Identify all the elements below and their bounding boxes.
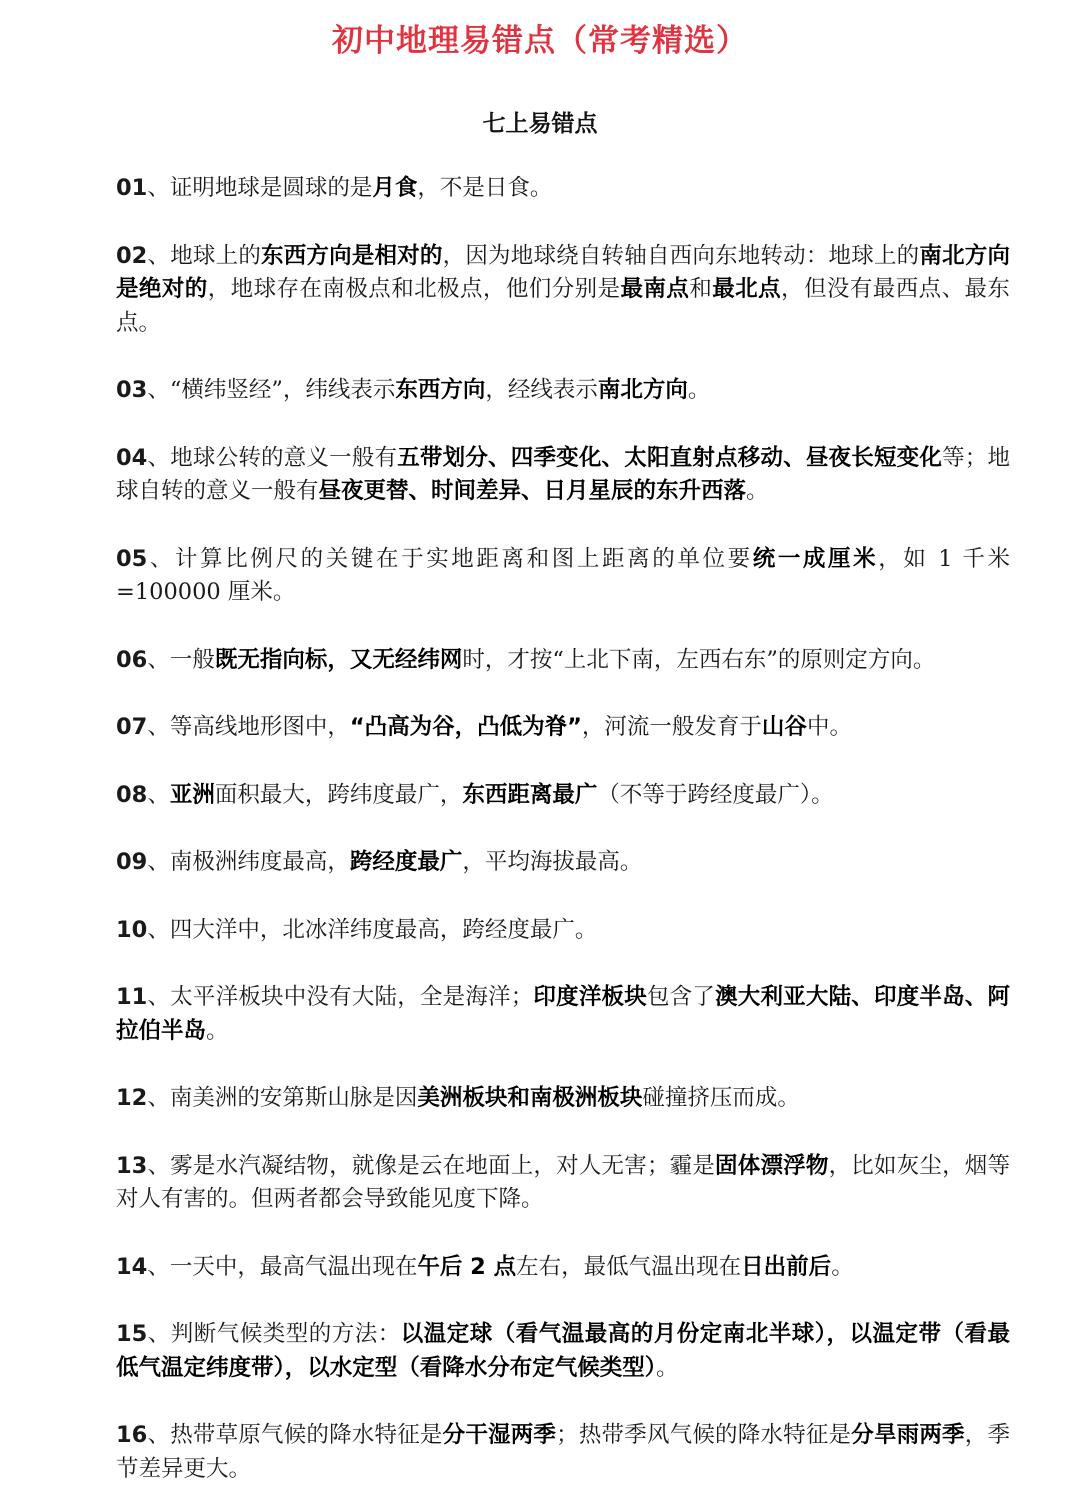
emphasis-text: 南北方向是绝对的 (116, 242, 1010, 302)
item-text: 、地球上的 (147, 242, 262, 269)
list-item (116, 172, 1010, 206)
emphasis-text: 统一成厘米 (752, 545, 879, 572)
item-text: （不等于跨经度最广）。 (597, 781, 834, 808)
item-text: 中。 (806, 714, 852, 740)
item-list (116, 172, 1010, 1486)
list-item (116, 779, 1010, 813)
item-text: 、证明地球是圆球的是 (147, 175, 373, 201)
list-item (116, 543, 1010, 610)
emphasis-text: 五带划分、四季变化、太阳直射点移动、昼夜长短变化 (397, 444, 943, 471)
list-item (116, 1251, 1010, 1285)
item-number: 12 (116, 1085, 148, 1111)
item-text: 、计算比例尺的关键在于实地距离和图上距离的单位要 (147, 545, 753, 572)
item-text: ，河流一般发育于 (581, 714, 762, 740)
item-text: 面积最大，跨纬度最广， (214, 781, 463, 808)
item-text: 。 (206, 1017, 229, 1044)
emphasis-text: 午后 2 点 (417, 1253, 517, 1280)
emphasis-text: 美洲板块和南极洲板块 (417, 1085, 643, 1111)
list-item (116, 240, 1010, 341)
emphasis-text: 既无指向标，又无经纬网 (214, 646, 463, 673)
item-text: 、一天中，最高气温出现在 (147, 1253, 418, 1280)
emphasis-text: 跨经度最广 (349, 849, 463, 875)
section-heading: 七上易错点 (482, 111, 598, 137)
item-text: ，因为地球绕自转轴自西向东地转动：地球上的 (442, 242, 920, 269)
item-text: 、南极洲纬度最高， (147, 849, 350, 875)
list-item (116, 644, 1010, 678)
item-text: ，比如灰尘，烟等对人有害的。但两者都会导致能见度下降。 (116, 1152, 1010, 1212)
item-text: ；热带季风气候的降水特征是 (556, 1422, 852, 1448)
item-text: 、一般 (147, 646, 215, 673)
emphasis-text: 以温定球（看气温最高的月份定南北半球），以温定带（看最低气温定纬度带），以水定型（看降水分布定气候类型） (116, 1321, 1010, 1381)
item-text: ，平均海拔最高。 (462, 849, 643, 875)
item-text: 、热带草原气候的降水特征是 (147, 1422, 443, 1448)
item-text: 、雾是水汽凝结物，就像是云在地面上，对人无害；霾是 (147, 1152, 716, 1179)
item-text: 、地球公转的意义一般有 (147, 444, 398, 471)
list-item (116, 1419, 1010, 1486)
emphasis-text: 印度洋板块 (533, 984, 647, 1010)
item-text: 时，才按“上北下南，左西右东”的原则定方向。 (462, 646, 936, 673)
emphasis-text: 山谷 (761, 714, 807, 740)
emphasis-text: 澳大利亚大陆、印度半岛、阿拉伯半岛 (116, 984, 1010, 1044)
emphasis-text: 东西距离最广 (462, 781, 598, 808)
item-text: ，但没有最西点、最东点。 (116, 276, 1010, 336)
item-text: ，季节差异更大。 (116, 1422, 1010, 1482)
item-number: 13 (116, 1152, 148, 1179)
list-item (116, 846, 1010, 880)
list-item (116, 1082, 1010, 1116)
emphasis-text: 昼夜更替、时间差异、日月星辰的东升西落 (318, 478, 747, 504)
emphasis-text: 日出前后 (741, 1253, 832, 1280)
item-text: 。 (656, 1354, 679, 1381)
item-text: 、“横纬竖经”，纬线表示 (147, 377, 396, 403)
item-text: ，如 1 千米=100000 厘米。 (116, 545, 1010, 605)
item-text: 、四大洋中，北冰洋纬度最高，跨经度最广。 (147, 916, 598, 943)
emphasis-text: 月食 (372, 175, 418, 201)
item-number: 09 (116, 849, 148, 875)
list-item (116, 374, 1010, 408)
item-text: 。 (687, 377, 711, 403)
emphasis-text: 固体漂浮物 (715, 1152, 829, 1179)
emphasis-text: 南北方向 (597, 377, 688, 403)
list-item (116, 981, 1010, 1048)
item-text: 等；地球自转的意义一般有 (116, 444, 1010, 504)
item-number: 02 (116, 242, 148, 269)
item-text: 碰撞挤压而成。 (642, 1085, 800, 1111)
page-title: 初中地理易错点（常考精选） (332, 23, 748, 59)
item-number: 06 (116, 646, 148, 673)
item-text: 包含了 (646, 984, 716, 1010)
item-text: 、 (147, 781, 170, 808)
item-text: 、南美洲的安第斯山脉是因 (147, 1085, 418, 1111)
item-text: 、等高线地形图中， (147, 714, 350, 740)
emphasis-text: 最南点 (620, 276, 690, 302)
item-number: 14 (116, 1253, 148, 1280)
list-item (116, 711, 1010, 745)
item-number: 01 (116, 175, 148, 201)
item-number: 08 (116, 781, 148, 808)
item-text: 。 (831, 1253, 854, 1280)
emphasis-text: 东西方向是相对的 (261, 242, 443, 269)
emphasis-text: 最北点 (712, 276, 782, 302)
list-item (116, 1318, 1010, 1385)
item-number: 04 (116, 444, 148, 471)
emphasis-text: 分旱雨两季 (851, 1422, 965, 1448)
list-item (116, 442, 1010, 509)
item-number: 03 (116, 377, 148, 403)
emphasis-text: 亚洲 (169, 781, 215, 808)
item-text: 和 (689, 276, 713, 302)
emphasis-text: “凸高为谷，凸低为脊” (349, 714, 582, 740)
item-text: ，不是日食。 (417, 175, 553, 201)
item-number: 07 (116, 714, 148, 740)
item-text: ，经线表示 (485, 377, 598, 403)
list-item (116, 1150, 1010, 1217)
item-number: 15 (116, 1321, 148, 1347)
emphasis-text: 东西方向 (395, 377, 486, 403)
item-text: ，地球存在南极点和北极点，他们分别是 (207, 276, 621, 302)
item-number: 10 (116, 916, 148, 943)
item-text: 、太平洋板块中没有大陆，全是海洋； (147, 984, 534, 1010)
item-text: 、判断气候类型的方法： (147, 1321, 401, 1347)
emphasis-text: 分干湿两季 (442, 1422, 557, 1448)
list-item (116, 914, 1010, 948)
item-text: 左右，最低气温出现在 (516, 1253, 742, 1280)
item-number: 05 (116, 545, 148, 572)
item-number: 16 (116, 1422, 148, 1448)
item-number: 11 (116, 984, 148, 1010)
item-text: 。 (746, 478, 769, 504)
